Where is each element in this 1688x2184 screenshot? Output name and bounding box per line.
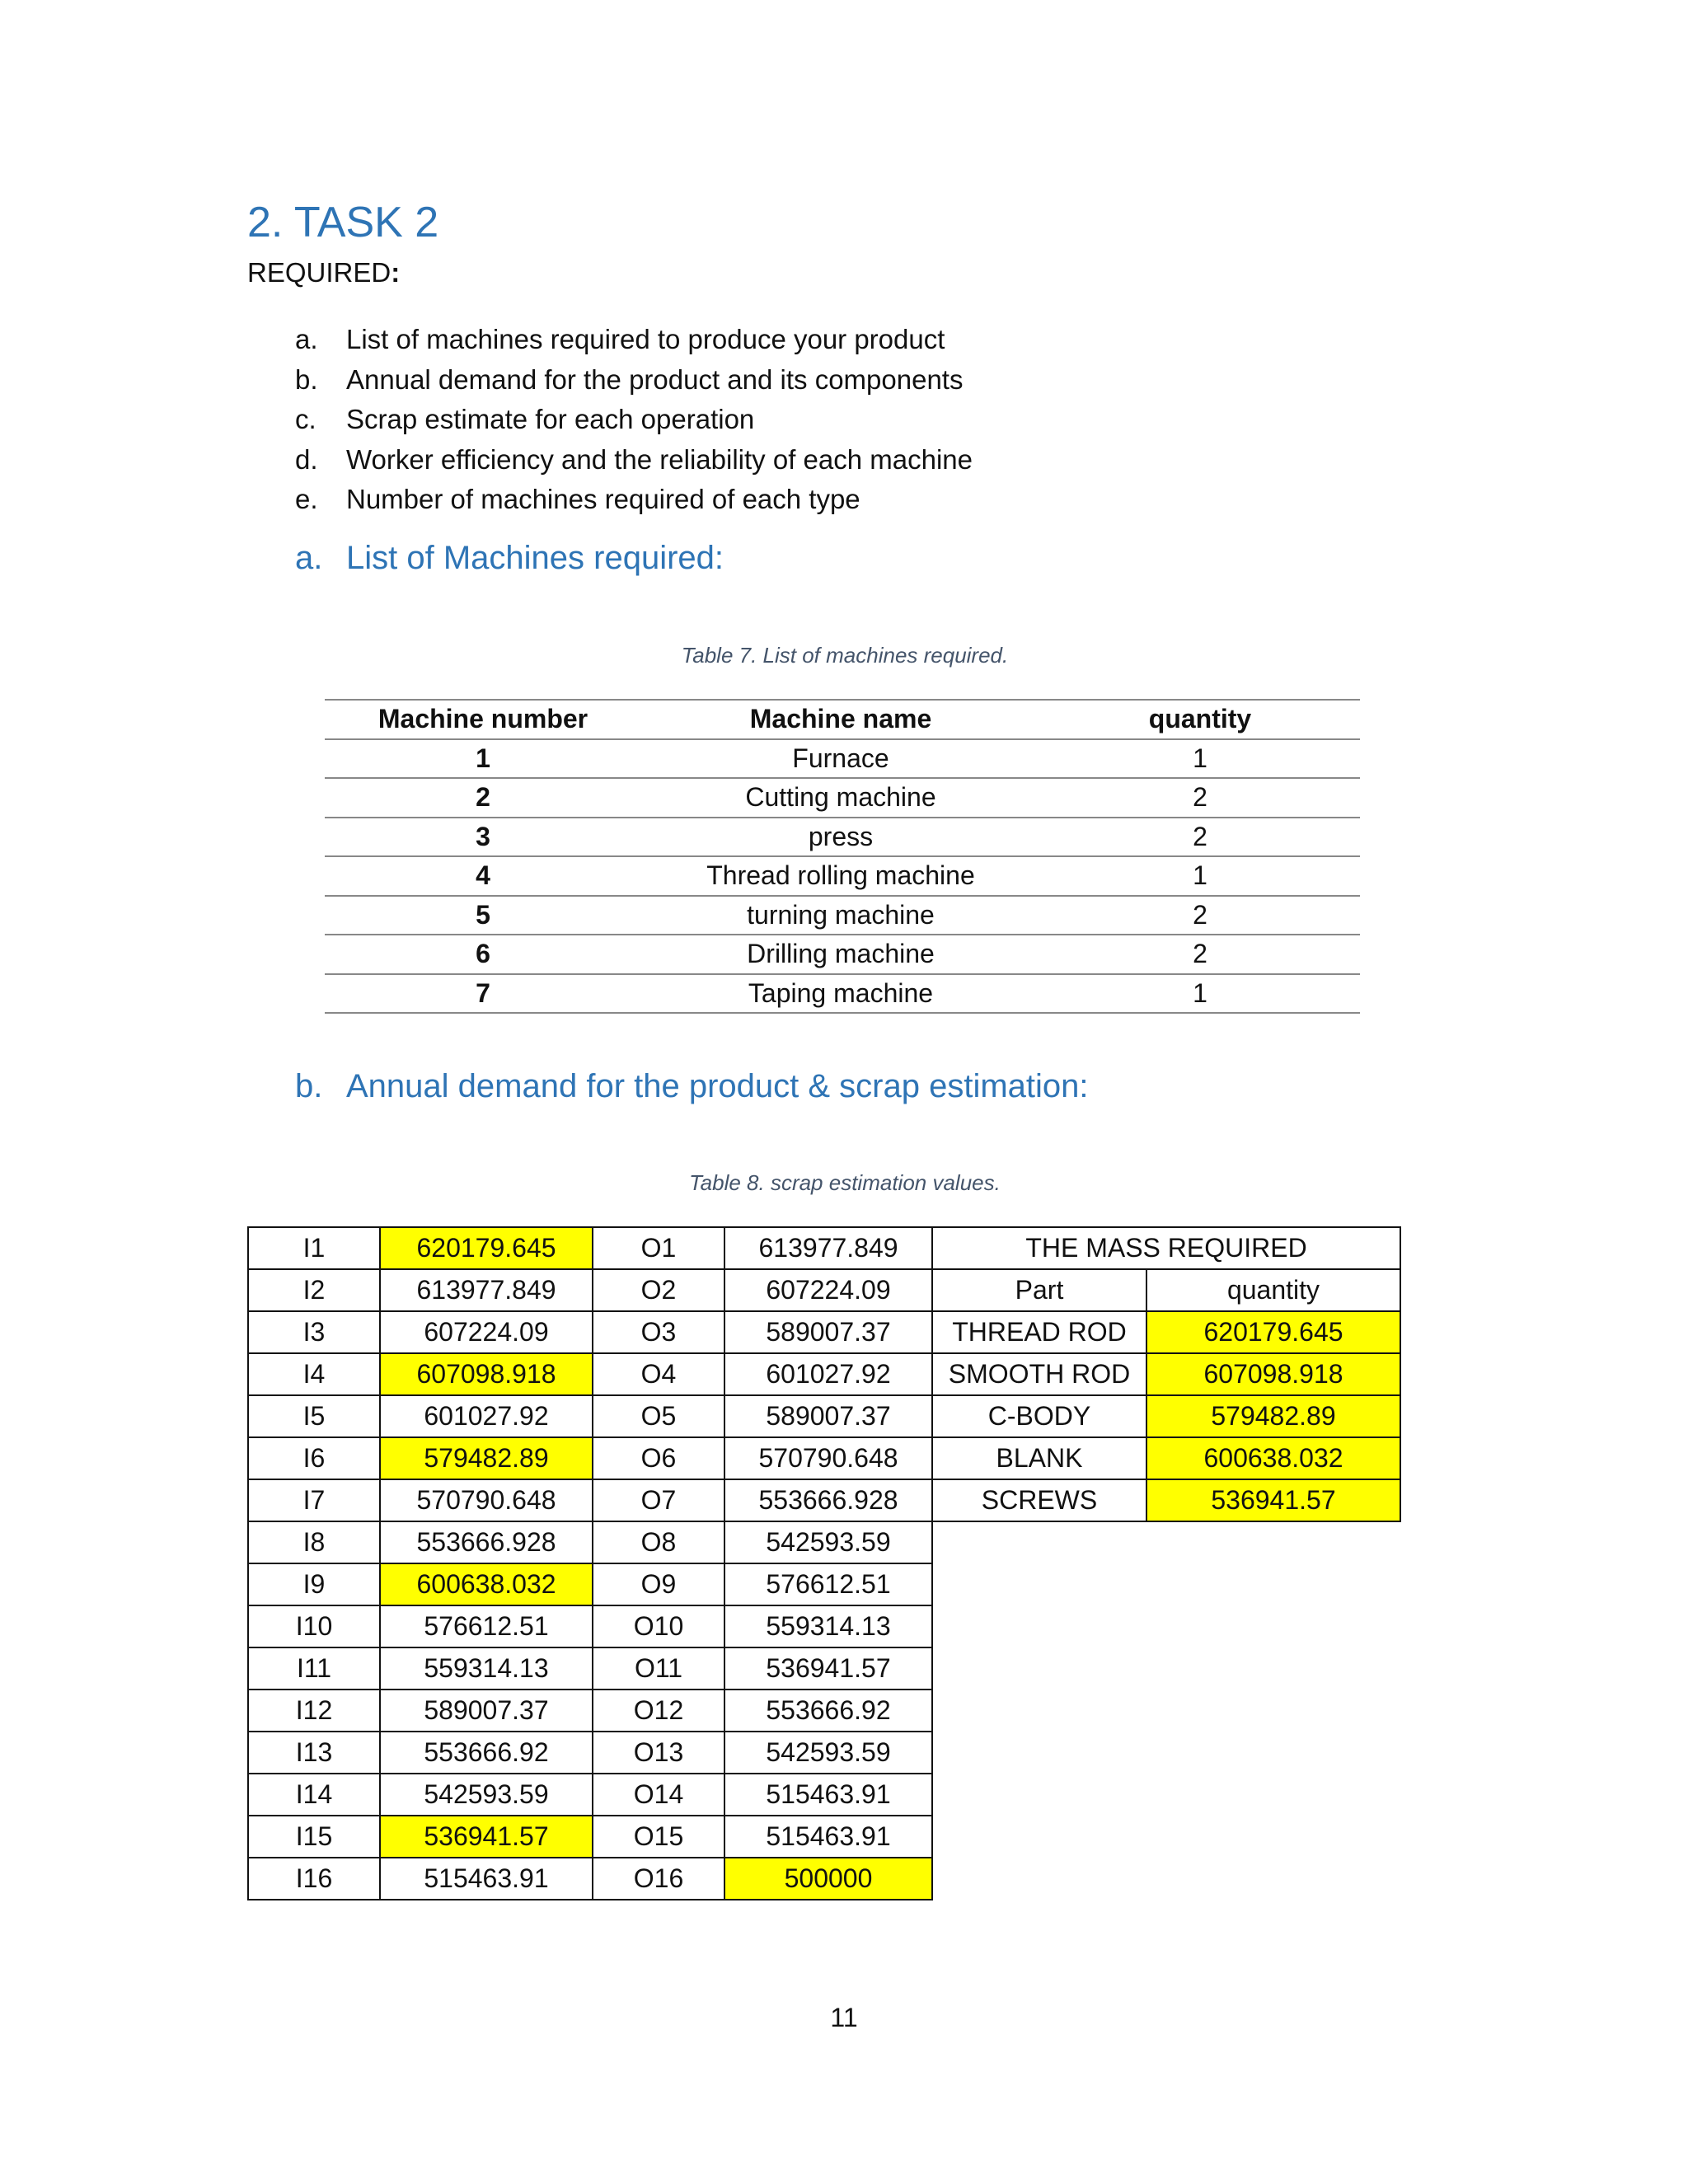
input-value-cell: 576612.51: [380, 1605, 593, 1647]
table-row: [325, 818, 1360, 857]
mass-quantity-cell: 620179.645: [1146, 1311, 1400, 1353]
empty-cell: [1146, 1605, 1400, 1647]
table-row: [248, 1816, 1400, 1858]
output-value-cell: 536941.57: [724, 1647, 932, 1690]
output-label-cell: O7: [593, 1479, 724, 1521]
input-label-cell: I4: [248, 1353, 380, 1395]
input-value-cell: 613977.849: [380, 1269, 593, 1311]
output-label-cell: O2: [593, 1269, 724, 1311]
machine-quantity-cell: 1: [1040, 856, 1360, 896]
table-row: [248, 1311, 1400, 1353]
machines-table-header-row: [325, 700, 1360, 739]
section-b-letter: b.: [295, 1068, 323, 1104]
mass-header-part: Part: [932, 1269, 1146, 1311]
required-item-letter: c.: [295, 404, 316, 434]
input-value-cell: 589007.37: [380, 1690, 593, 1732]
required-item-letter: d.: [295, 443, 318, 475]
table-row: [248, 1605, 1400, 1647]
input-value-cell: 579482.89: [380, 1437, 593, 1479]
mass-part-cell: BLANK: [932, 1437, 1146, 1479]
machine-quantity-cell: 2: [1040, 778, 1360, 818]
machine-number-cell: 4: [325, 856, 641, 896]
table-row: [248, 1858, 1400, 1900]
input-label-cell: I14: [248, 1774, 380, 1816]
mass-quantity-cell: 600638.032: [1146, 1437, 1400, 1479]
output-value-cell: 553666.928: [724, 1479, 932, 1521]
output-label-cell: O12: [593, 1690, 724, 1732]
mass-quantity-cell: 607098.918: [1146, 1353, 1400, 1395]
required-item: [295, 440, 973, 480]
required-item-letter: e.: [295, 484, 318, 514]
empty-cell: [932, 1605, 1146, 1647]
required-item: [295, 400, 973, 440]
section-a-title: List of Machines required:: [346, 540, 724, 576]
machine-quantity-cell: 2: [1040, 818, 1360, 857]
required-item-text: List of machines required to produce your product: [346, 324, 945, 354]
output-value-cell: 607224.09: [724, 1269, 932, 1311]
input-value-cell: 553666.92: [380, 1732, 593, 1774]
empty-cell: [1146, 1521, 1400, 1563]
page-heading: 2. TASK 2: [247, 199, 439, 246]
input-value-cell: 607224.09: [380, 1311, 593, 1353]
section-b-heading: [295, 1068, 1089, 1105]
mass-quantity-cell: 536941.57: [1146, 1479, 1400, 1521]
output-label-cell: O5: [593, 1395, 724, 1437]
required-item: [295, 480, 973, 520]
input-value-cell: 607098.918: [380, 1353, 593, 1395]
machine-quantity-cell: 2: [1040, 935, 1360, 974]
output-value-cell: 570790.648: [724, 1437, 932, 1479]
input-value-cell: 601027.92: [380, 1395, 593, 1437]
output-value-cell: 613977.849: [724, 1227, 932, 1269]
input-label-cell: I7: [248, 1479, 380, 1521]
machine-number-cell: 5: [325, 896, 641, 935]
input-label-cell: I13: [248, 1732, 380, 1774]
required-item-text: Worker efficiency and the reliability of each machine: [346, 443, 973, 475]
output-value-cell: 576612.51: [724, 1563, 932, 1605]
input-label-cell: I3: [248, 1311, 380, 1353]
output-value-cell: 589007.37: [724, 1395, 932, 1437]
input-value-cell: 620179.645: [380, 1227, 593, 1269]
section-a-heading: [295, 540, 724, 577]
table-row: [325, 896, 1360, 935]
input-value-cell: 542593.59: [380, 1774, 593, 1816]
mass-header-quantity: quantity: [1146, 1269, 1400, 1311]
empty-cell: [1146, 1816, 1400, 1858]
required-label-text: REQUIRED: [247, 257, 392, 288]
required-item-letter: b.: [295, 363, 318, 395]
mass-quantity-cell: 579482.89: [1146, 1395, 1400, 1437]
output-label-cell: O8: [593, 1521, 724, 1563]
section-b-title: Annual demand for the product & scrap estimation:: [346, 1068, 1089, 1104]
empty-cell: [1146, 1774, 1400, 1816]
table-row: [248, 1353, 1400, 1395]
empty-cell: [932, 1774, 1146, 1816]
output-label-cell: O14: [593, 1774, 724, 1816]
machine-name-cell: Thread rolling machine: [641, 856, 1040, 896]
table-row: [248, 1774, 1400, 1816]
mass-required-title: THE MASS REQUIRED: [932, 1227, 1400, 1269]
table-row: [248, 1227, 1400, 1269]
output-label-cell: O9: [593, 1563, 724, 1605]
table-row: [325, 739, 1360, 779]
machine-number-cell: 2: [325, 778, 641, 818]
input-label-cell: I9: [248, 1563, 380, 1605]
machine-name-cell: turning machine: [641, 896, 1040, 935]
table-row: [248, 1521, 1400, 1563]
header-machine-number: Machine number: [325, 700, 641, 739]
input-label-cell: I1: [248, 1227, 380, 1269]
output-value-cell: 542593.59: [724, 1521, 932, 1563]
empty-cell: [1146, 1647, 1400, 1690]
empty-cell: [932, 1647, 1146, 1690]
empty-cell: [932, 1732, 1146, 1774]
input-value-cell: 600638.032: [380, 1563, 593, 1605]
machine-number-cell: 7: [325, 974, 641, 1014]
input-label-cell: I12: [248, 1690, 380, 1732]
table-row: [248, 1395, 1400, 1437]
header-machine-name: Machine name: [641, 700, 1040, 739]
empty-cell: [932, 1858, 1146, 1900]
empty-cell: [932, 1816, 1146, 1858]
empty-cell: [932, 1563, 1146, 1605]
output-value-cell: 542593.59: [724, 1732, 932, 1774]
output-label-cell: O10: [593, 1605, 724, 1647]
input-value-cell: 553666.928: [380, 1521, 593, 1563]
table-row: [248, 1269, 1400, 1311]
machine-name-cell: press: [641, 818, 1040, 857]
table-row: [325, 856, 1360, 896]
input-label-cell: I2: [248, 1269, 380, 1311]
output-value-cell: 553666.92: [724, 1690, 932, 1732]
machines-table: [325, 699, 1360, 1014]
mass-part-cell: SMOOTH ROD: [932, 1353, 1146, 1395]
input-label-cell: I11: [248, 1647, 380, 1690]
required-item-text: Scrap estimate for each operation: [346, 404, 755, 434]
machine-name-cell: Drilling machine: [641, 935, 1040, 974]
input-value-cell: 559314.13: [380, 1647, 593, 1690]
output-value-cell: 601027.92: [724, 1353, 932, 1395]
empty-cell: [1146, 1563, 1400, 1605]
table-row: [248, 1563, 1400, 1605]
table-row: [248, 1647, 1400, 1690]
scrap-estimation-table: [247, 1226, 1401, 1900]
required-label: [247, 257, 400, 288]
machine-name-cell: Taping machine: [641, 974, 1040, 1014]
table7-caption: Table 7. List of machines required.: [681, 643, 1009, 668]
output-label-cell: O1: [593, 1227, 724, 1269]
scrap-estimation-table-body: [248, 1227, 1400, 1900]
machine-number-cell: 6: [325, 935, 641, 974]
table-row: [325, 974, 1360, 1014]
table-row: [248, 1690, 1400, 1732]
table-row: [325, 778, 1360, 818]
mass-part-cell: THREAD ROD: [932, 1311, 1146, 1353]
output-value-cell: 515463.91: [724, 1774, 932, 1816]
required-colon: :: [391, 257, 401, 288]
output-label-cell: O15: [593, 1816, 724, 1858]
required-list: [295, 320, 973, 520]
empty-cell: [1146, 1732, 1400, 1774]
required-item-letter: a.: [295, 324, 318, 354]
empty-cell: [932, 1690, 1146, 1732]
machine-quantity-cell: 1: [1040, 974, 1360, 1014]
required-item-text: Annual demand for the product and its components: [346, 363, 964, 395]
table-row: [248, 1732, 1400, 1774]
output-value-cell: 515463.91: [724, 1816, 932, 1858]
machines-table-body: [325, 739, 1360, 1014]
required-item: [295, 320, 973, 360]
input-value-cell: 536941.57: [380, 1816, 593, 1858]
table-row: [248, 1479, 1400, 1521]
output-label-cell: O16: [593, 1858, 724, 1900]
table8-caption: Table 8. scrap estimation values.: [689, 1170, 1001, 1195]
input-label-cell: I8: [248, 1521, 380, 1563]
output-value-cell: 500000: [724, 1858, 932, 1900]
mass-part-cell: C-BODY: [932, 1395, 1146, 1437]
empty-cell: [932, 1521, 1146, 1563]
table-row: [248, 1437, 1400, 1479]
input-label-cell: I5: [248, 1395, 380, 1437]
section-a-letter: a.: [295, 540, 323, 576]
output-value-cell: 559314.13: [724, 1605, 932, 1647]
output-label-cell: O6: [593, 1437, 724, 1479]
machine-quantity-cell: 1: [1040, 739, 1360, 779]
machine-name-cell: Furnace: [641, 739, 1040, 779]
header-quantity: quantity: [1040, 700, 1360, 739]
machine-quantity-cell: 2: [1040, 896, 1360, 935]
input-label-cell: I6: [248, 1437, 380, 1479]
empty-cell: [1146, 1858, 1400, 1900]
machine-number-cell: 3: [325, 818, 641, 857]
output-label-cell: O4: [593, 1353, 724, 1395]
input-value-cell: 570790.648: [380, 1479, 593, 1521]
output-label-cell: O13: [593, 1732, 724, 1774]
required-item-text: Number of machines required of each type: [346, 484, 860, 514]
output-value-cell: 589007.37: [724, 1311, 932, 1353]
machine-name-cell: Cutting machine: [641, 778, 1040, 818]
machine-number-cell: 1: [325, 739, 641, 779]
mass-part-cell: SCREWS: [932, 1479, 1146, 1521]
output-label-cell: O11: [593, 1647, 724, 1690]
empty-cell: [1146, 1690, 1400, 1732]
required-item: [295, 360, 973, 401]
input-label-cell: I15: [248, 1816, 380, 1858]
table-row: [325, 935, 1360, 974]
output-label-cell: O3: [593, 1311, 724, 1353]
input-value-cell: 515463.91: [380, 1858, 593, 1900]
input-label-cell: I16: [248, 1858, 380, 1900]
page-number: 11: [830, 2003, 858, 2032]
input-label-cell: I10: [248, 1605, 380, 1647]
